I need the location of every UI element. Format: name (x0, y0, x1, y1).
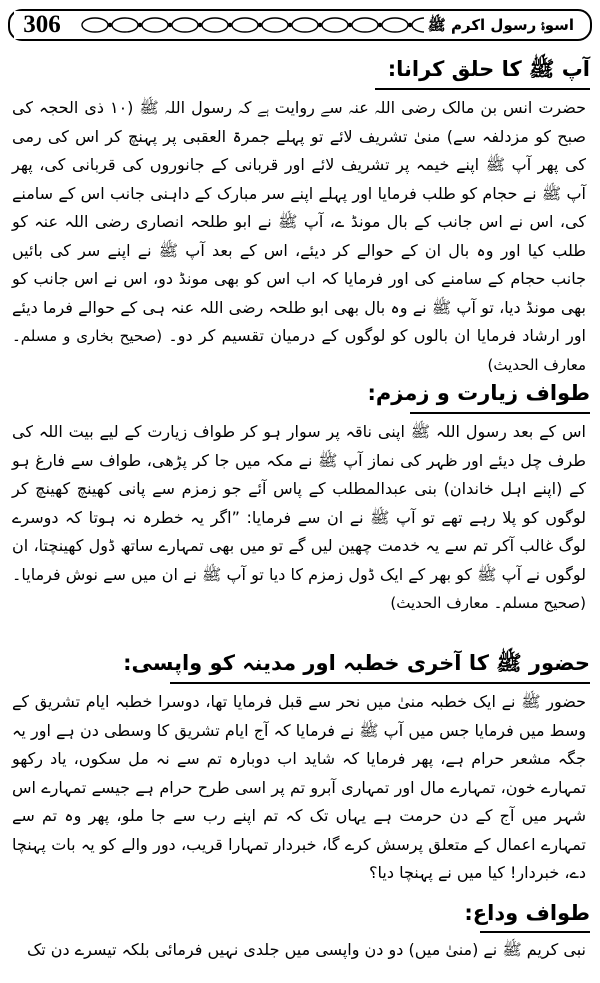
section-heading: حضور ﷺ کا آخری خطبہ اور مدینہ کو واپسی: (123, 651, 590, 675)
section-heading: آپ ﷺ کا حلق کرانا: (387, 57, 590, 81)
section-paragraph (12, 418, 586, 618)
heading-underline (410, 412, 590, 414)
book-title: اسوۂ رسول اکرم ﷺ (424, 12, 578, 38)
heading-underline (170, 682, 590, 684)
section-paragraph (12, 688, 586, 888)
page-number: 306 (14, 11, 70, 39)
section-paragraph (12, 936, 586, 965)
section-heading: طواف زیارت و زمزم: (367, 381, 590, 405)
paragraph-text: نبی کریم ﷺ نے (منیٰ میں) دو دن واپسی میں جلدی نہیں فرمائی بلکہ تیسرے دن تک (26, 940, 586, 959)
source-reference: (صحیح بخاری و مسلم۔ معارف الحدیث) (12, 327, 586, 374)
paragraph-text: اس کے بعد رسول اللہ ﷺ اپنی ناقہ پر سوار ہو کر طواف زیارت کے لیے بیت اللہ کی طرف چل دیئے اور ظہر کی نماز آپ ﷺ نے مکہ میں جا کر پڑھی، طواف سے فارغ ہو کے (اپنے اہل خاندان) بنی عبدالمطلب کے پاس آئے جو زمزم سے پانی کھینچ کھینچ کر لوگوں کو پلا رہے تھے تو آپ ﷺ نے ان سے فرمایا: (12, 422, 587, 527)
paragraph-text: حضرت انس بن مالک رضی اللہ عنہ سے روایت ہے کہ رسول اللہ ﷺ (۱۰ ذی الحجہ کی صبح کو مزدلفہ سے) منیٰ تشریف لائے تو پہلے جمرۃ العقبی پر پہنچ کر اس کی رمی کی پھر آپ ﷺ اپنے خیمہ پر تشریف لائے اور قربانی کے جانوروں کی قربانی کی، پھر آپ ﷺ نے حجام کو طلب فرمایا اور پہلے اپنے سر مبارک کے داہنی جانب اس کے سامنے کی، اس نے اس جانب کے بال مونڈ ے، آپ ﷺ نے ابو طلحہ انصاری رضی اللہ عنہ کو طلب کیا اور وہ بال ان کے حوالے کر دیئے، اس کے بعد آپ ﷺ نے اپنے سر کی بائیں جانب حجام کے سامنے کی اور فرمایا کہ اب اس کو بھی مونڈ دو، اس نے اس جانب کو بھی مونڈ دیا، تو آپ ﷺ نے وہ بال بھی ابو طلحہ رضی اللہ عنہ ہی کے حوالے فرما دیئے اور ارشاد فرمایا ان بالوں کو لوگوں کے درمیان تقسیم کر دو۔ (12, 98, 586, 345)
section-paragraph (12, 94, 586, 379)
page-header (8, 6, 592, 44)
source-reference: (صحیح مسلم۔ معارف الحدیث) (390, 594, 586, 612)
heading-underline (375, 88, 590, 90)
header-ornament (80, 14, 440, 36)
quoted-saying: ”اگر یہ خطرہ نہ ہوتا کہ دوسرے لوگ غالب آکر تم سے یہ خدمت چھین لیں گے تو میں بھی تمہارے ساتھ ڈول کھینچتا، ان لوگوں نے آپ ﷺ کو بھر کے ایک ڈول زمزم کا دیا تو آپ ﷺ نے ان میں سے نوش فرمایا۔ (12, 507, 586, 584)
section-heading: طواف وداع: (464, 901, 590, 925)
paragraph-text: حضور ﷺ نے ایک خطبہ منیٰ میں نحر سے قبل فرمایا تھا، دوسرا خطبہ ایام تشریق کے وسط میں فرمایا جس میں آپ ﷺ نے فرمایا کہ آج ایام تشریق کا وسطی دن ہے اور یہ جگہ مشعر حرام ہے، پھر فرمایا کہ شاید اب دوبارہ تم سے نہ مل سکوں، یاد رکھو تمہارے خون، تمہارے مال اور تمہاری آبرو تم پر اسی طرح حرام ہے جیسے تمہارے اس شہر میں آج کے دن حرمت ہے یہاں تک کہ تم اپنے رب سے جا ملو، پھر وہ تم سے تمہارے اعمال کے متعلق پرسش کرے گا، خبردار تمہارا قریب، دور والے کو یہ بات پہنچا دے، خبردار! کیا میں نے پہنچا دیا؟ (12, 692, 586, 882)
heading-underline (480, 931, 590, 933)
